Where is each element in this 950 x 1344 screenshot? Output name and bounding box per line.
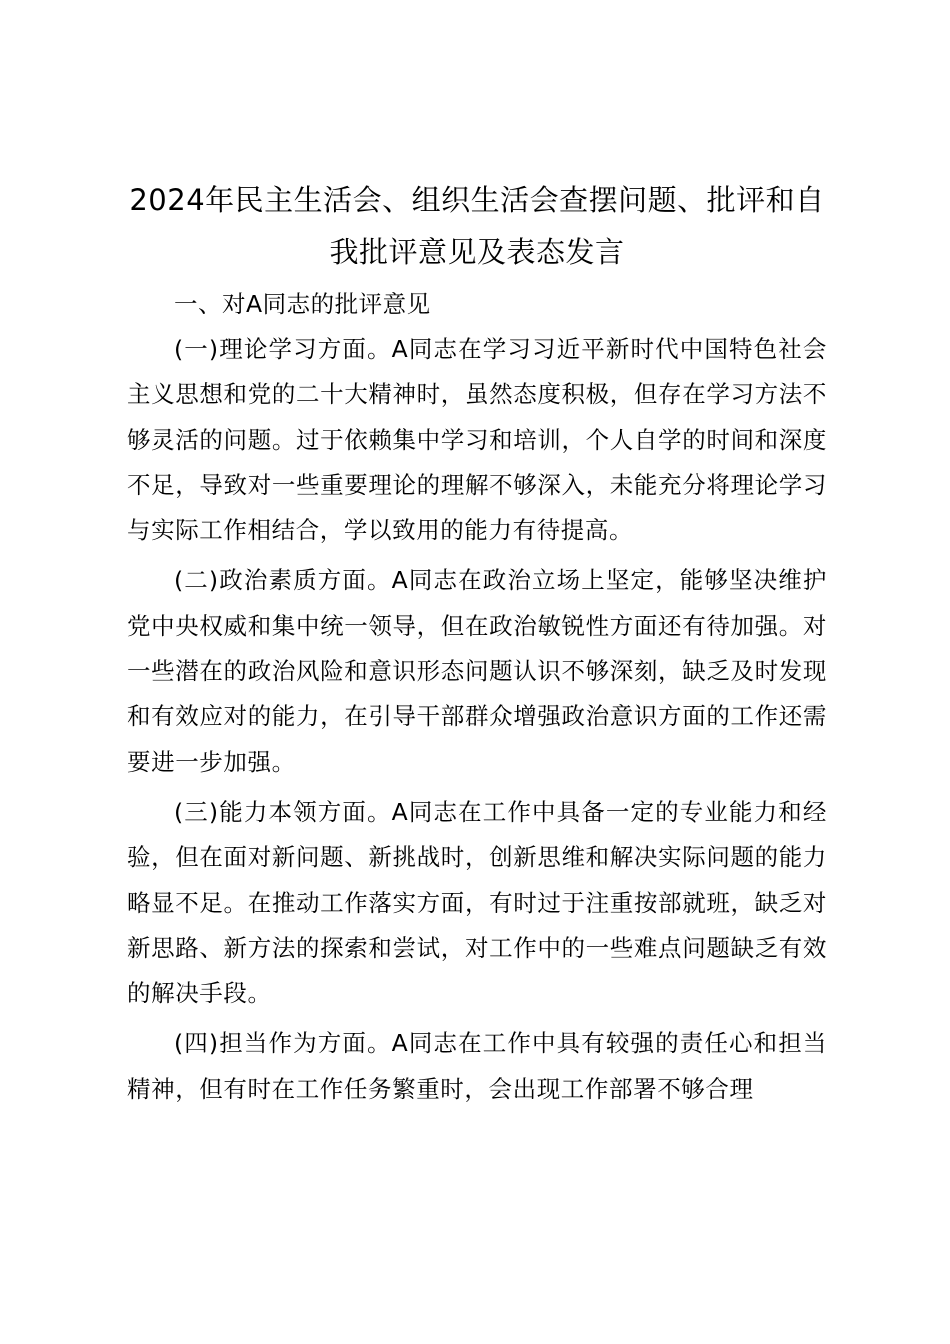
paragraph-theory-study: (一)理论学习方面。A同志在学习习近平新时代中国特色社会主义思想和党的二十大精神时，虽然态度积极，但存在学习方法不够灵活的问题。过于依赖集中学习和培训，个人自学的时间和深度不足，导致对一些重要理论的理解不够深入，未能充分将理论学习与实际工作相结合，学以致用的能力有待提高。 [127,335,827,545]
paragraph-ability: (三)能力本领方面。A同志在工作中具备一定的专业能力和经验，但在面对新问题、新挑战时，创新思维和解决实际问题的能力略显不足。在推动工作落实方面，有时过于注重按部就班，缺乏对新思路、新方法的探索和尝试，对工作中的一些难点问题缺乏有效的解决手段。 [127,797,827,1008]
section-heading: 一、对A同志的批评意见 [174,290,431,318]
paragraph-political-quality: (二)政治素质方面。A同志在政治立场上坚定，能够坚决维护党中央权威和集中统一领导，但在政治敏锐性方面还有待加强。对一些潜在的政治风险和意识形态问题认识不够深刻，缺乏及时发现和有效应对的能力，在引导干部群众增强政治意识方面的工作还需要进一步加强。 [127,566,827,776]
document-title: 2024年民主生活会、组织生活会查摆问题、批评和自我批评意见及表态发言 [129,183,825,269]
paragraph-responsibility: (四)担当作为方面。A同志在工作中具有较强的责任心和担当精神，但有时在工作任务繁重时，会出现工作部署不够合理 [127,1029,827,1103]
document-body [127,174,827,1117]
